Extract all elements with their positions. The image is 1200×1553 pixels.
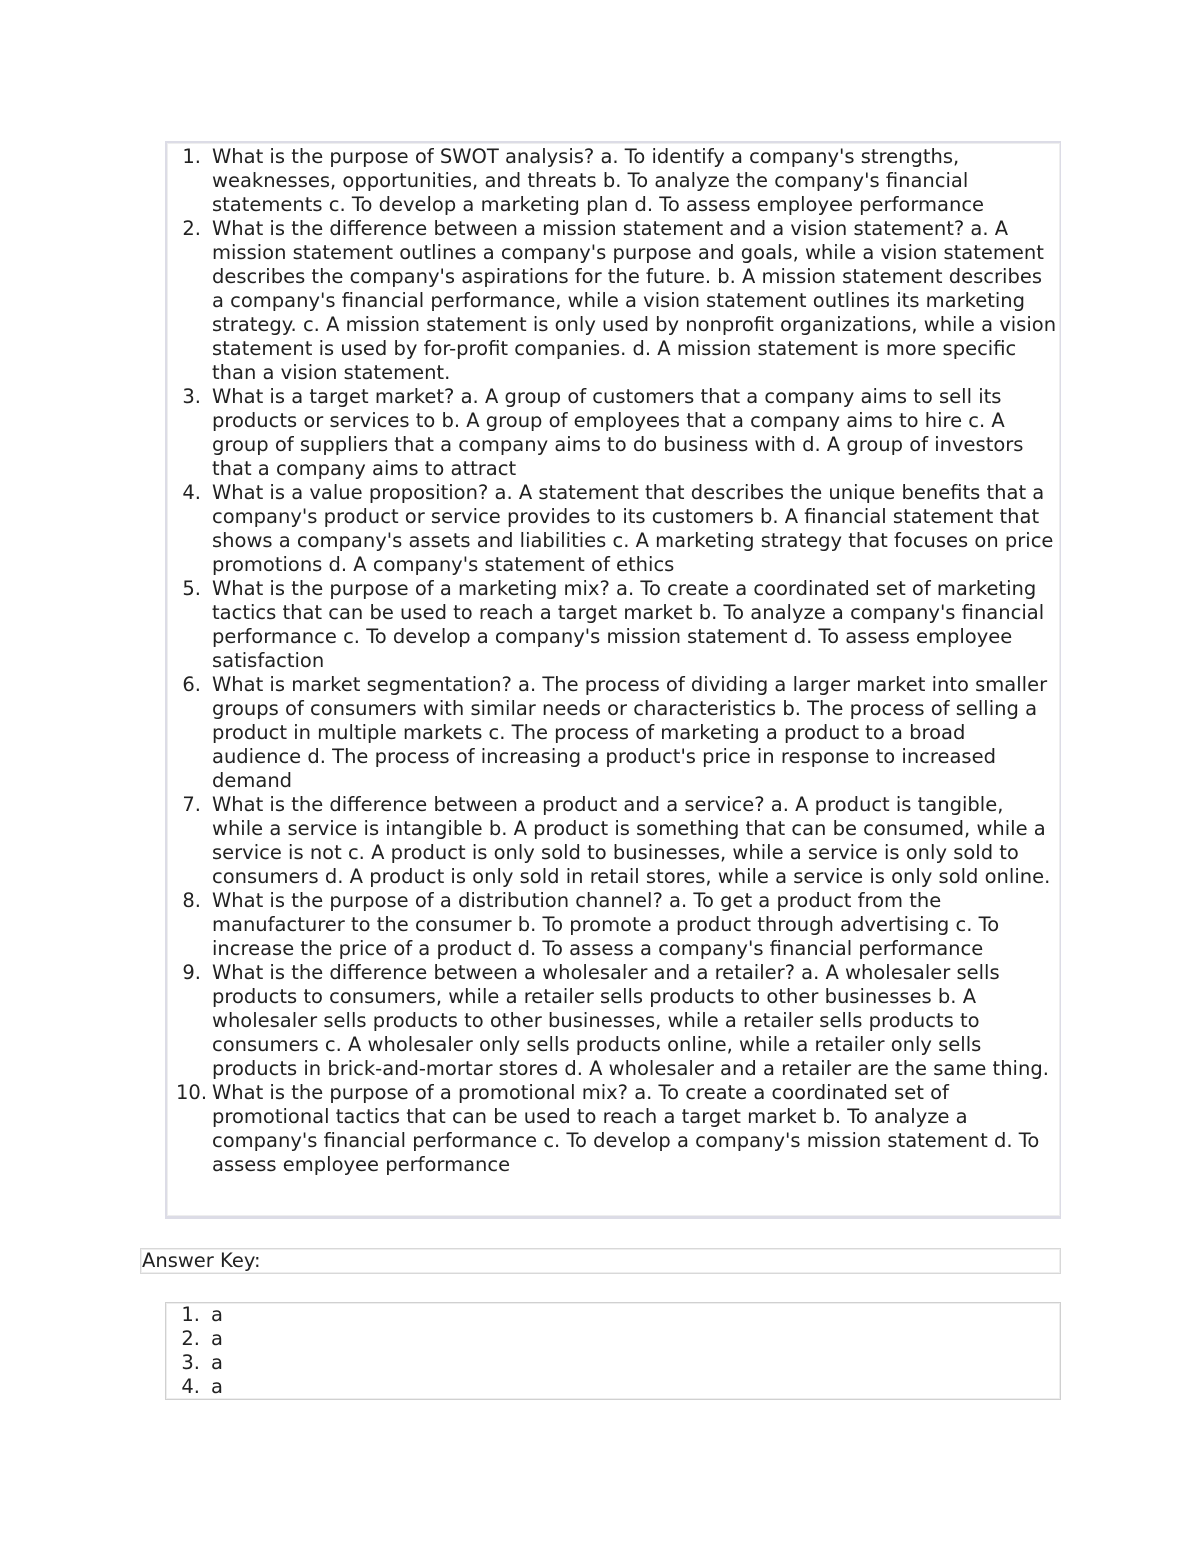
answer-number: 3. (181, 1351, 200, 1374)
answer-number: 2. (181, 1327, 200, 1350)
question-item (167, 673, 1059, 793)
question-number: 4. (182, 481, 201, 504)
question-text: What is the difference between a wholesaler and a retailer? a. A wholesaler sells products to consumers, while a retailer sells products to other businesses b. A wholesaler sells products to other businesses, while a retailer sells products to consumers c. A wholesaler only sells products online, while a retailer only sells products in brick-and-mortar stores d. A wholesaler and a retailer are the same thing. (212, 961, 1049, 1080)
answer-key-list (166, 1303, 1060, 1399)
question-text: What is the difference between a mission statement and a vision statement? a. A mission statement outlines a company's purpose and goals, while a vision statement describes the company's aspirations for the future. b. A mission statement describes a company's financial performance, while a vision statement outlines its marketing strategy. c. A mission statement is only used by nonprofit organizations, while a vision statement is used by for-profit companies. d. A mission statement is more specific than a vision statement. (212, 217, 1057, 384)
answer-item (166, 1375, 1060, 1399)
answer-text: a (211, 1375, 223, 1398)
question-item (167, 217, 1059, 385)
question-text: What is market segmentation? a. The process of dividing a larger market into smaller groups of consumers with similar needs or characteristics b. The process of selling a product in multiple markets c. The process of marketing a product to a broad audience d. The process of increasing a product's price in response to increased demand (212, 673, 1048, 792)
question-text: What is the purpose of a distribution channel? a. To get a product from the manufacturer to the consumer b. To promote a product through advertising c. To increase the price of a product d. To assess a company's financial performance (212, 889, 1000, 960)
answer-number: 4. (181, 1375, 200, 1398)
question-number: 1. (182, 145, 201, 168)
answer-text: a (211, 1351, 223, 1374)
questions-box (165, 141, 1061, 1219)
question-number: 5. (182, 577, 201, 600)
answer-key-box (165, 1302, 1061, 1400)
question-item (167, 385, 1059, 481)
question-item (167, 1081, 1059, 1177)
answer-item (166, 1303, 1060, 1327)
answer-key-heading: Answer Key: (142, 1249, 261, 1272)
question-item (167, 793, 1059, 889)
answer-item (166, 1327, 1060, 1351)
question-text: What is the purpose of SWOT analysis? a. To identify a company's strengths, weaknesses, opportunities, and threats b. To analyze the company's financial statements c. To develop a marketing plan d. To assess employee performance (212, 145, 985, 216)
question-number: 3. (182, 385, 201, 408)
answer-text: a (211, 1303, 223, 1326)
answer-item (166, 1351, 1060, 1375)
question-item (167, 481, 1059, 577)
question-number: 2. (182, 217, 201, 240)
answer-text: a (211, 1327, 223, 1350)
answer-key-heading-box (140, 1248, 1061, 1274)
question-number: 9. (182, 961, 201, 984)
questions-list (167, 145, 1059, 1177)
question-item (167, 889, 1059, 961)
question-number: 10. (176, 1081, 208, 1104)
question-item (167, 961, 1059, 1081)
question-item (167, 577, 1059, 673)
question-item (167, 145, 1059, 217)
question-text: What is a value proposition? a. A statement that describes the unique benefits that a company's product or service provides to its customers b. A financial statement that shows a company's assets and liabilities c. A marketing strategy that focuses on price promotions d. A company's statement of ethics (212, 481, 1054, 576)
question-text: What is the purpose of a promotional mix? a. To create a coordinated set of promotional tactics that can be used to reach a target market b. To analyze a company's financial performance c. To develop a company's mission statement d. To assess employee performance (212, 1081, 1040, 1176)
question-number: 8. (182, 889, 201, 912)
question-number: 7. (182, 793, 201, 816)
answer-number: 1. (181, 1303, 200, 1326)
question-text: What is the purpose of a marketing mix? a. To create a coordinated set of marketing tactics that can be used to reach a target market b. To analyze a company's financial performance c. To develop a company's mission statement d. To assess employee satisfaction (212, 577, 1045, 672)
question-number: 6. (182, 673, 201, 696)
question-text: What is a target market? a. A group of customers that a company aims to sell its products or services to b. A group of employees that a company aims to hire c. A group of suppliers that a company aims to do business with d. A group of investors that a company aims to attract (212, 385, 1024, 480)
question-text: What is the difference between a product and a service? a. A product is tangible, while a service is intangible b. A product is something that can be consumed, while a service is not c. A product is only sold to businesses, while a service is only sold to consumers d. A product is only sold in retail stores, while a service is only sold online. (212, 793, 1051, 888)
